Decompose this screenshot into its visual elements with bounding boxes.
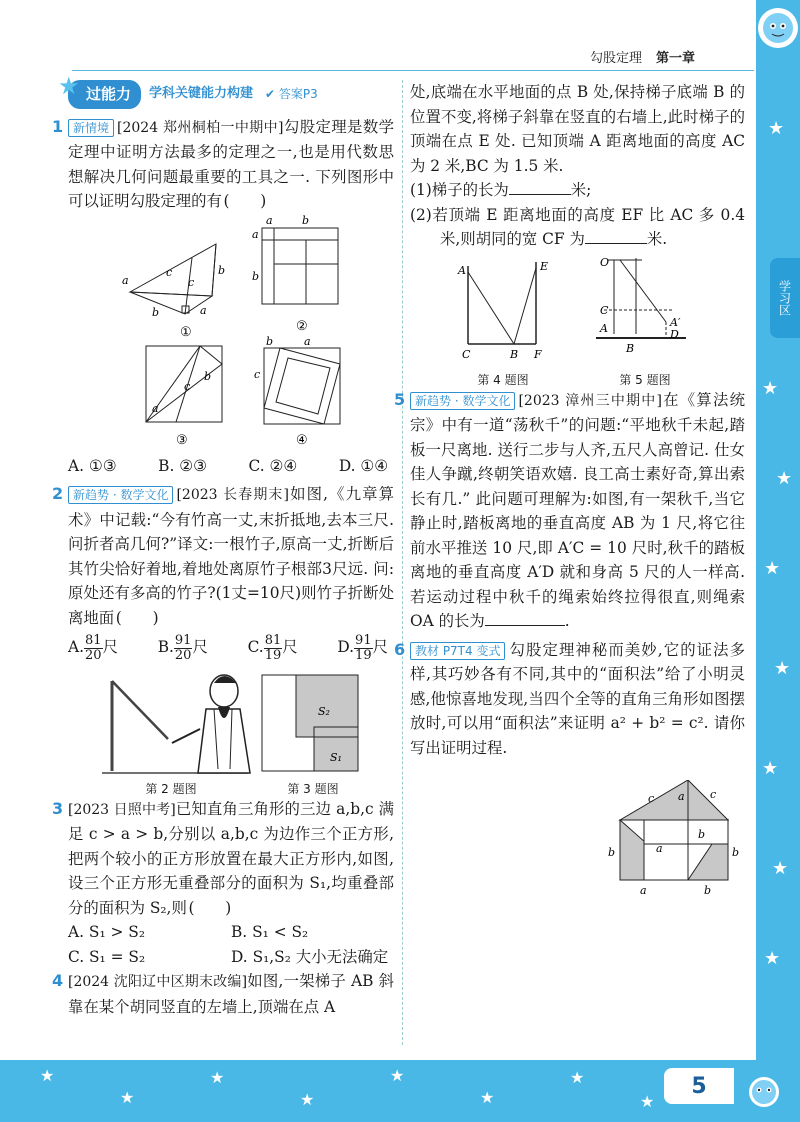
star-icon: ★ [390,1066,405,1085]
svg-text:A: A [458,263,466,277]
bamboo-scholar-illustration [102,675,250,773]
q4-q5-figures [410,256,745,388]
star-icon: ★ [762,758,779,779]
question-source: [2024 郑州桐柏一中期中] [117,119,284,136]
option-letter: A. [68,638,85,656]
option-b[interactable]: B. S₁ < S₂ [231,923,309,941]
star-icon: ★ [300,1090,315,1109]
svg-text:b: b [704,884,712,897]
s2-label: S₂ [318,704,330,718]
option-letter: C. [247,638,264,656]
answer-ref: ✔ 答案P3 [265,87,318,101]
figure-3-label: ③ [176,432,188,448]
question-source: [2023 日照中考] [68,801,176,818]
question-source: [2024 沈阳辽中区期末改编] [68,974,248,990]
svg-text:c: c [166,265,173,279]
svg-text:c: c [710,788,717,801]
question-4 [52,969,394,1019]
option-d[interactable]: D. S₁,S₂ 大小无法确定 [231,947,389,966]
denominator: 19 [264,647,282,663]
q4-sub-2 [410,203,745,252]
option-d[interactable]: D. ①④ [338,456,388,475]
svg-text:a: a [304,334,311,348]
numerator: 91 [355,632,372,648]
right-column [394,80,745,900]
question-1 [52,115,394,214]
figure-3 [146,346,222,422]
svg-text:b: b [302,213,310,227]
denominator: 19 [355,647,372,663]
star-icon: ★ [120,1088,135,1107]
answer-blank[interactable] [585,243,647,244]
answer-paren: ( ) [115,608,159,627]
svg-text:a: a [122,273,129,287]
q4-fig-caption: 第 4 题图 [477,372,529,387]
mascot-icon [742,1070,786,1114]
figure-4 [254,335,340,424]
q3-options [68,920,394,969]
answer-paren: ( ) [188,898,232,917]
figure-4-label: ④ [296,432,308,448]
column-divider [402,80,403,1045]
page-number: 5 [664,1068,734,1104]
question-tag: 新趋势 · 数学文化 [68,486,173,504]
denominator: 20 [85,647,102,663]
option-fraction [174,634,193,663]
right-decor-band [756,0,800,1122]
svg-text:c: c [188,275,195,289]
question-source: [2023 长春期末] [176,487,289,503]
svg-text:B: B [510,347,519,361]
question-text: 如图,一架梯子 AB 斜靠在某个胡同竖直的左墙上,顶端在点 A [68,972,394,1016]
q2-q3-figures [68,669,394,797]
option-a[interactable]: A. S₁ > S₂ [68,923,146,941]
q1-options [68,454,394,479]
svg-text:O: O [600,255,610,269]
question-number: 1 [52,116,64,136]
numerator: 91 [174,632,192,648]
svg-text:A′: A′ [670,315,681,329]
option-a[interactable] [68,632,118,663]
option-fraction [264,634,283,663]
question-number: 6 [394,639,406,659]
svg-text:B: B [626,341,635,355]
side-tab [770,258,800,338]
q2-options [68,632,394,663]
question-text: 勾股定理神秘而美妙,它的证法多样,其巧妙各有不同,其中的“面积法”给了小明灵感,他惊喜地发现,当四个全等的直角三角形如图摆放时,可以用“面积法”来证明 a² + b² = c². 请你写出证明过程. [410,640,745,757]
numerator: 81 [85,632,102,648]
svg-text:c: c [648,792,655,805]
svg-text:a: a [152,401,159,415]
star-icon: ★ [772,858,789,879]
option-fraction [84,634,103,663]
svg-text:c: c [184,379,191,393]
option-letter: B. [157,638,174,656]
section-badge: ★ 过能力 [68,80,141,109]
figure-1-label: ① [180,324,192,340]
star-icon: ★ [40,1066,55,1085]
svg-text:b: b [252,269,260,283]
svg-text:a: a [266,213,273,227]
question-text: 如图,《九章算术》中记载:“今有竹高一丈,末折抵地,去本三尺. 问折者高几何?”译文:一根竹子,原高一丈,折断后其竹尖恰好着地,着地处离原竹子根部3尺远. 问:原处还有多高的竹子?(1丈=10尺)则竹子折断处离地面 [68,485,394,627]
q5-fig-caption: 第 5 题图 [619,372,671,387]
figure-2 [252,214,338,304]
svg-text:C: C [462,347,471,361]
svg-text:E: E [540,259,549,273]
svg-text:b: b [608,846,616,859]
header-rule [72,70,754,71]
left-column [52,80,394,1019]
option-unit: 尺 [102,638,118,656]
q4-sub-1 [410,178,745,203]
running-header [590,47,695,66]
denominator: 20 [174,647,192,663]
q6-figure [410,780,745,900]
svg-text:a: a [640,884,647,897]
star-icon: ★ [768,118,785,139]
s1-label: S₁ [330,750,342,764]
svg-text:a: a [678,790,685,803]
star-icon: ★ [480,1088,495,1107]
question-3 [52,797,394,921]
star-icon: ★ [764,948,781,969]
option-c[interactable]: C. S₁ = S₂ [68,947,146,966]
question-end: . [564,612,570,630]
svg-text:a: a [656,842,663,855]
option-c[interactable] [248,632,298,663]
sub-question-text: (1)梯子的长为 [410,181,509,199]
question-number: 4 [52,971,64,990]
option-unit: 尺 [192,638,208,656]
star-icon: ★ [640,1092,655,1111]
question-number: 3 [52,798,64,818]
star-icon: ★ [776,468,793,489]
option-fraction [354,634,373,663]
svg-text:b: b [204,369,212,383]
q1-figures [68,214,394,454]
answer-blank[interactable] [509,194,571,195]
question-text: 在《算法统宗》中有一道“荡秋千”的问题:“平地秋千未起,踏板一尺离地. 送行二步与人齐,五尺人高曾记. 仕女佳人争蹴,终朝笑语欢嬉. 良工高士素好奇,算出索长有几.” 此问题可理解为:如图,有一架秋千,当它静止时,踏板离地的垂直高度 AB 为 1 尺,将它往前水平推送 10 尺,即 A′C = 10 尺时,秋千的踏板离地的垂直高度 A′D 就和身高 5 尺的人一样高. 若运动过程中秋千的绳索始终拉得很直,则绳索 OA 的长为 [410,390,745,630]
sub-question-text: (2)若顶端 E 距离地面的高度 EF 比 AC 多 0.4 米,则胡同的宽 CF 为 [410,205,745,248]
question-number: 2 [52,484,64,503]
svg-text:D: D [670,327,679,341]
header-section: 勾股定理 [590,51,643,66]
svg-text:C: C [600,303,609,317]
question-text: 已知直角三角形的三边 a,b,c 满足 c > a > b,分别以 a,b,c 为边作三个正方形,把两个较小的正方形放置在最大正方形内,如图,设三个正方形无重叠部分的面积为 S₁,均重叠部分的面积为 S₂,则 [68,799,394,917]
option-unit: 尺 [372,638,388,656]
section-title [68,80,394,109]
figure-1 [122,244,225,319]
question-6 [394,638,745,761]
question-tag: 新趋势 · 数学文化 [410,392,515,410]
question-tag: 教材 P7T4 变式 [410,642,505,660]
top-strip [0,0,760,16]
question-4-continued [410,80,745,178]
question-text: 勾股定理是数学定理中证明方法最多的定理之一,也是用代数思想解决几何问题最重要的工具之一. 下列图形中可以证明勾股定理的有 [68,117,394,210]
sub-question-unit: 米; [570,181,592,199]
option-unit: 尺 [282,638,298,656]
question-text: 处,底端在水平地面的点 B 处,保持梯子底端 B 的位置不变,将梯子斜靠在竖直的右墙上,此时梯子的顶端在点 E 处. 已知顶端 A 距离地面的高度 AC 为 2 米,BC 为 1.5 米. [410,83,745,175]
ladder-figure [457,260,548,361]
svg-text:b: b [266,334,274,348]
question-5 [394,388,745,634]
option-letter: D. [337,638,355,656]
q2-fig-caption: 第 2 题图 [145,781,197,796]
swing-figure [596,256,686,355]
option-a[interactable]: A. ①③ [68,456,117,475]
svg-text:a: a [252,227,259,241]
sub-question-unit: 米. [646,230,668,248]
q3-fig-caption: 第 3 题图 [287,781,339,796]
header-chapter: 第一章 [656,51,696,66]
svg-text:A: A [600,321,608,335]
star-icon: ★ [570,1068,585,1087]
option-c[interactable]: C. ②④ [248,456,298,475]
star-icon: ★ [762,378,779,399]
side-tab-label: 学习区 [777,280,792,316]
question-number: 5 [394,389,406,409]
figure-2-label: ② [296,318,308,334]
squares-figure [262,675,358,771]
svg-text:b: b [152,305,160,319]
svg-text:c: c [254,367,261,381]
question-2 [52,482,394,630]
star-icon: ★ [774,658,791,679]
question-source: [2023 漳州三中期中] [518,392,662,409]
star-icon: ★ [210,1068,225,1087]
svg-text:F: F [534,347,542,361]
svg-text:b: b [698,828,706,841]
svg-text:b: b [732,846,740,859]
mascot-icon [758,8,798,48]
section-subtitle: 学科关键能力构建 [149,86,254,101]
option-d[interactable] [337,632,388,663]
answer-paren: ( ) [223,192,267,210]
question-tag: 新情境 [68,119,114,137]
svg-text:b: b [218,263,226,277]
star-icon: ★ [764,558,781,579]
numerator: 81 [264,632,282,648]
answer-blank[interactable] [485,625,565,626]
option-b[interactable] [158,632,208,663]
option-b[interactable]: B. ②③ [158,456,207,475]
answer-ref-text: 答案P3 [278,87,318,101]
svg-text:a: a [200,303,207,317]
